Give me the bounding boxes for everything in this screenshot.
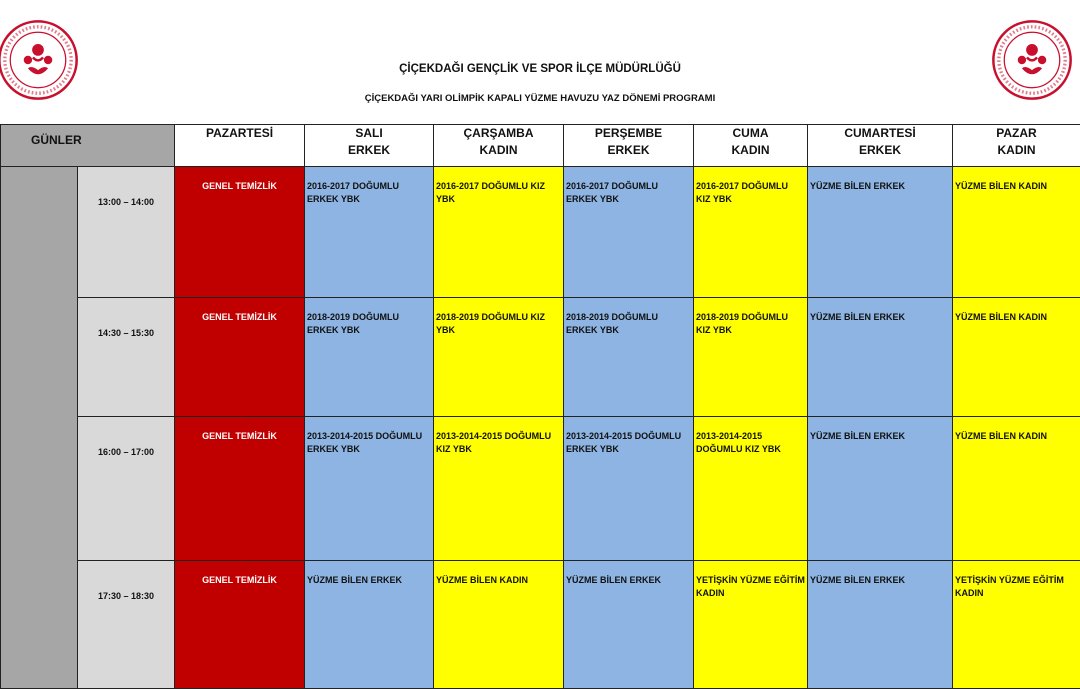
schedule-cell: YÜZME BİLEN ERKEK xyxy=(808,298,953,417)
day-name: PERŞEMBE xyxy=(564,125,693,142)
day-header-tuesday xyxy=(305,125,434,167)
schedule-cell: 2013-2014-2015 DOĞUMLU ERKEK YBK xyxy=(564,417,694,561)
schedule-cell: YÜZME BİLEN ERKEK xyxy=(808,167,953,298)
schedule-cell: 2018-2019 DOĞUMLU KIZ YBK xyxy=(694,298,808,417)
days-corner-label: GÜNLER xyxy=(1,125,175,167)
schedule-cell: YÜZME BİLEN ERKEK xyxy=(808,417,953,561)
schedule-cell: 2013-2014-2015 DOĞUMLU KIZ YBK xyxy=(434,417,564,561)
table-row xyxy=(1,417,1080,561)
day-header-monday xyxy=(175,125,305,167)
schedule-cell: 2013-2014-2015 DOĞUMLU KIZ YBK xyxy=(694,417,808,561)
day-name: CUMA xyxy=(694,125,807,142)
schedule-cell: 2016-2017 DOĞUMLU KIZ YBK xyxy=(694,167,808,298)
table-row xyxy=(1,167,1080,298)
day-name: SALI xyxy=(305,125,433,142)
schedule-cell: YETİŞKİN YÜZME EĞİTİM KADIN xyxy=(953,561,1080,689)
day-header-sunday xyxy=(953,125,1080,167)
schedule-cell: YÜZME BİLEN ERKEK xyxy=(564,561,694,689)
table-row xyxy=(1,298,1080,417)
training-hours-label xyxy=(1,167,78,689)
schedule-cell: 2013-2014-2015 DOĞUMLU ERKEK YBK xyxy=(305,417,434,561)
schedule-cell: YÜZME BİLEN ERKEK xyxy=(305,561,434,689)
day-name: PAZARTESİ xyxy=(175,125,304,142)
schedule-cell: YÜZME BİLEN ERKEK xyxy=(808,561,953,689)
time-slot: 13:00 – 14:00 xyxy=(78,167,175,298)
time-slot: 16:00 – 17:00 xyxy=(78,417,175,561)
day-name: CUMARTESİ xyxy=(808,125,952,142)
day-name: ÇARŞAMBA xyxy=(434,125,563,142)
schedule-cell: YÜZME BİLEN KADIN xyxy=(434,561,564,689)
schedule-table xyxy=(0,124,1080,689)
day-group: KADIN xyxy=(434,142,563,159)
day-header-friday xyxy=(694,125,808,167)
day-group: ERKEK xyxy=(305,142,433,159)
ministry-seal-icon xyxy=(0,18,80,102)
day-group: ERKEK xyxy=(564,142,693,159)
schedule-cell: YÜZME BİLEN KADIN xyxy=(953,417,1080,561)
schedule-cell: 2018-2019 DOĞUMLU ERKEK YBK xyxy=(305,298,434,417)
page-title: ÇİÇEKDAĞI GENÇLİK VE SPOR İLÇE MÜDÜRLÜĞÜ xyxy=(0,63,1080,75)
schedule-cell: YÜZME BİLEN KADIN xyxy=(953,167,1080,298)
table-row xyxy=(1,561,1080,689)
page-subtitle: ÇİÇEKDAĞI YARI OLİMPİK KAPALI YÜZME HAVUZU YAZ DÖNEMİ PROGRAMI xyxy=(0,93,1080,104)
day-name: PAZAR xyxy=(953,125,1080,142)
schedule-cell: GENEL TEMİZLİK xyxy=(175,561,305,689)
day-group: KADIN xyxy=(953,142,1080,159)
schedule-cell: 2016-2017 DOĞUMLU KIZ YBK xyxy=(434,167,564,298)
time-slot: 17:30 – 18:30 xyxy=(78,561,175,689)
schedule-cell: GENEL TEMİZLİK xyxy=(175,167,305,298)
ministry-seal-icon xyxy=(990,18,1074,102)
day-group: KADIN xyxy=(694,142,807,159)
schedule-cell: 2016-2017 DOĞUMLU ERKEK YBK xyxy=(564,167,694,298)
schedule-cell: YETİŞKİN YÜZME EĞİTİM KADIN xyxy=(694,561,808,689)
schedule-cell: 2018-2019 DOĞUMLU KIZ YBK xyxy=(434,298,564,417)
schedule-cell: 2018-2019 DOĞUMLU ERKEK YBK xyxy=(564,298,694,417)
schedule-cell: YÜZME BİLEN KADIN xyxy=(953,298,1080,417)
day-header-wednesday xyxy=(434,125,564,167)
header-row xyxy=(1,125,1080,167)
day-header-saturday xyxy=(808,125,953,167)
schedule-cell: 2016-2017 DOĞUMLU ERKEK YBK xyxy=(305,167,434,298)
schedule-cell: GENEL TEMİZLİK xyxy=(175,417,305,561)
time-slot: 14:30 – 15:30 xyxy=(78,298,175,417)
day-group: ERKEK xyxy=(808,142,952,159)
day-header-thursday xyxy=(564,125,694,167)
schedule-cell: GENEL TEMİZLİK xyxy=(175,298,305,417)
